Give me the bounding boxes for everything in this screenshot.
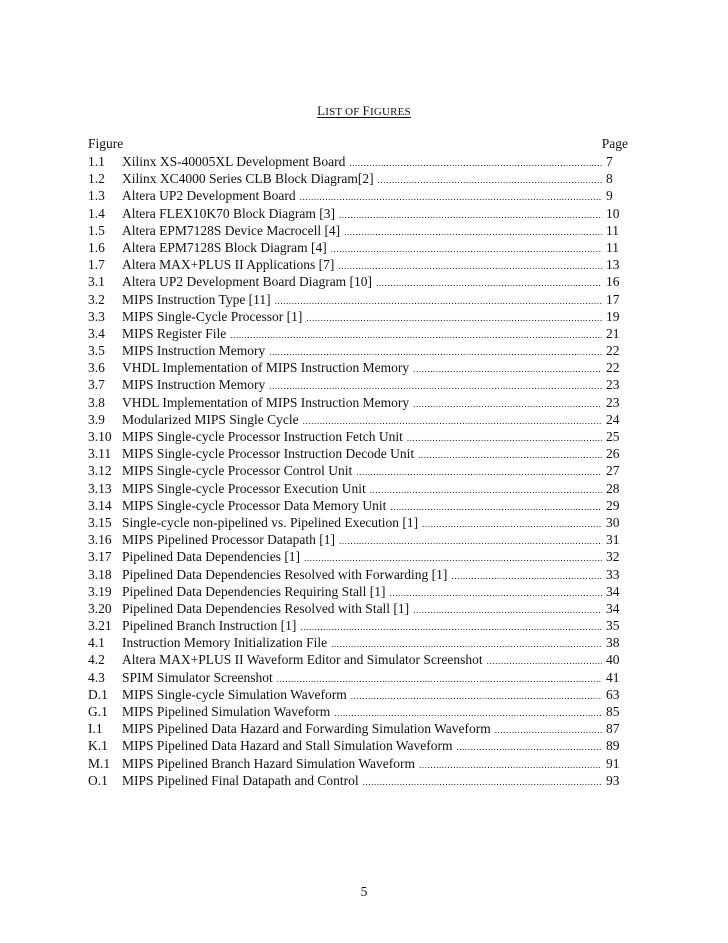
dot-leader — [300, 619, 602, 636]
figure-entry — [88, 239, 628, 256]
dot-leader — [339, 207, 602, 224]
title-rest-1: IST OF — [325, 106, 363, 118]
figure-number: 1.7 — [88, 257, 105, 273]
figure-title: VHDL Implementation of MIPS Instruction Memory — [122, 360, 410, 376]
figure-title: Pipelined Data Dependencies Requiring Stall [1] — [122, 583, 386, 599]
figure-entry — [88, 480, 628, 497]
figure-number: 3.5 — [88, 343, 105, 359]
figure-number: D.1 — [88, 686, 108, 702]
figure-title: MIPS Pipelined Data Hazard and Forwarding Simulation Waveform — [122, 721, 491, 737]
figure-page: 30 — [606, 514, 620, 530]
figure-page: 40 — [606, 652, 620, 668]
figure-title: Xilinx XC4000 Series CLB Block Diagram[2] — [122, 171, 374, 187]
figure-title: Pipelined Branch Instruction [1] — [122, 618, 297, 634]
figure-entry — [88, 531, 628, 548]
figure-entry — [88, 669, 628, 686]
figure-entry — [88, 325, 628, 342]
figure-entry — [88, 308, 628, 325]
page-title — [0, 103, 728, 119]
figure-page: 19 — [606, 308, 620, 324]
figure-title: Altera EPM7128S Block Diagram [4] — [122, 239, 327, 255]
dot-leader — [275, 293, 602, 310]
figure-entry — [88, 359, 628, 376]
figure-entry — [88, 153, 628, 170]
figure-page: 7 — [606, 154, 613, 169]
figure-number: 3.9 — [88, 411, 105, 427]
figure-page: 31 — [606, 532, 620, 548]
dot-leader — [356, 464, 602, 481]
page-number: 5 — [360, 884, 368, 899]
figure-page: 21 — [606, 325, 620, 341]
figure-title: MIPS Pipelined Simulation Waveform — [122, 704, 331, 719]
figure-entry — [88, 583, 628, 600]
figure-entry — [88, 755, 628, 772]
figure-title: Pipelined Data Dependencies [1] — [122, 549, 301, 565]
figure-number: 4.3 — [88, 669, 105, 685]
figure-number: O.1 — [88, 772, 108, 788]
dot-leader — [230, 327, 602, 344]
figure-entry — [88, 634, 628, 651]
figure-title: MIPS Pipelined Final Datapath and Control — [122, 772, 359, 788]
figure-page: 11 — [606, 222, 619, 238]
figure-entry — [88, 187, 628, 204]
figure-entry — [88, 737, 628, 754]
figure-page: 27 — [606, 463, 620, 479]
dot-leader — [390, 585, 602, 602]
dot-leader — [344, 224, 602, 241]
figure-number: 3.10 — [88, 429, 112, 444]
figure-number: 3.15 — [88, 514, 112, 530]
figure-number: 3.2 — [88, 291, 105, 307]
figure-entry — [88, 514, 628, 531]
figure-entry — [88, 256, 628, 273]
figure-number: 3.21 — [88, 618, 112, 634]
figure-page: 91 — [606, 755, 620, 771]
figure-entry — [88, 651, 628, 668]
figure-title: MIPS Single-cycle Processor Instruction Fetch Unit — [122, 429, 403, 444]
figure-title: MIPS Single-cycle Processor Execution Unit — [122, 480, 366, 496]
dot-leader — [495, 722, 602, 739]
figure-title: MIPS Single-cycle Processor Control Unit — [122, 463, 353, 479]
figure-page: 85 — [606, 704, 620, 719]
dot-leader — [376, 275, 602, 292]
figure-entry — [88, 411, 628, 428]
figure-number: 3.20 — [88, 600, 112, 616]
title-initial-l: L — [317, 103, 326, 118]
dot-leader — [339, 533, 602, 550]
figure-entry — [88, 376, 628, 393]
figure-title: SPIM Simulator Screenshot — [122, 669, 273, 685]
figure-page: 29 — [606, 497, 620, 513]
figure-entry — [88, 566, 628, 583]
figure-title: Altera FLEX10K70 Block Diagram [3] — [122, 205, 335, 221]
figure-number: 3.17 — [88, 549, 112, 565]
title-rest-2: IGURES — [369, 106, 411, 118]
figure-title: MIPS Pipelined Data Hazard and Stall Simulation Waveform — [122, 738, 453, 754]
figure-number: 3.14 — [88, 497, 112, 513]
figure-title: MIPS Register File — [122, 325, 227, 341]
title-initial-f: F — [362, 103, 370, 118]
figure-entry — [88, 720, 628, 737]
figure-page: 89 — [606, 738, 620, 754]
figure-page: 24 — [606, 411, 620, 427]
figure-title: MIPS Single-cycle Processor Data Memory Unit — [122, 497, 387, 513]
dot-leader — [407, 430, 602, 447]
figure-title: Altera MAX+PLUS II Applications [7] — [122, 257, 335, 273]
figure-title: Altera UP2 Development Board — [122, 188, 296, 204]
figure-number: 3.6 — [88, 360, 105, 376]
figure-page: 26 — [606, 446, 620, 462]
figure-entry — [88, 445, 628, 462]
figure-entry — [88, 222, 628, 239]
figure-number: 3.8 — [88, 394, 105, 410]
figure-page: 34 — [606, 600, 620, 616]
figure-title: Single-cycle non-pipelined vs. Pipelined Execution [1] — [122, 514, 419, 530]
figure-number: 4.2 — [88, 652, 105, 668]
figure-entry — [88, 428, 628, 445]
figure-number: 3.13 — [88, 480, 112, 496]
figure-number: G.1 — [88, 704, 108, 719]
figure-entry — [88, 170, 628, 187]
figure-title: MIPS Instruction Memory — [122, 377, 266, 393]
list-header — [88, 136, 628, 154]
figure-number: 1.4 — [88, 205, 105, 221]
dot-leader — [351, 688, 602, 705]
figure-page: 23 — [606, 377, 620, 393]
figure-number: 3.4 — [88, 325, 105, 341]
figure-entry — [88, 617, 628, 634]
figure-title: VHDL Implementation of MIPS Instruction Memory — [122, 394, 410, 410]
figure-title: Altera EPM7128S Device Macrocell [4] — [122, 222, 341, 238]
figure-page: 17 — [606, 291, 620, 307]
dot-leader — [451, 568, 602, 585]
figure-number: 3.7 — [88, 377, 105, 393]
figure-number: 3.16 — [88, 532, 112, 548]
figure-page: 41 — [606, 669, 620, 685]
figure-title: MIPS Single-Cycle Processor [1] — [122, 308, 303, 324]
dot-leader — [338, 258, 602, 275]
figure-page: 13 — [606, 257, 620, 273]
figure-number: K.1 — [88, 738, 108, 754]
figure-title: Xilinx XS-40005XL Development Board — [122, 154, 346, 169]
figure-page: 32 — [606, 549, 620, 565]
figure-page: 16 — [606, 274, 620, 290]
figure-page: 22 — [606, 360, 620, 376]
figure-number: 3.11 — [88, 446, 112, 462]
figure-list — [88, 153, 628, 789]
figure-number: 3.3 — [88, 308, 105, 324]
figure-number: M.1 — [88, 755, 111, 771]
figure-title: MIPS Instruction Type [11] — [122, 291, 271, 307]
figure-title: Altera MAX+PLUS II Waveform Editor and Simulator Screenshot — [122, 652, 483, 668]
dot-leader — [413, 361, 602, 378]
figure-entry — [88, 291, 628, 308]
figure-column-header: Figure — [88, 136, 124, 151]
figure-title: MIPS Pipelined Branch Hazard Simulation Waveform — [122, 755, 415, 771]
figure-number: 1.3 — [88, 188, 105, 204]
figure-page: 11 — [606, 239, 619, 255]
figure-number: 4.1 — [88, 635, 105, 651]
figure-number: I.1 — [88, 721, 103, 737]
figure-page: 87 — [606, 721, 620, 737]
figure-entry — [88, 548, 628, 565]
figure-title: Altera UP2 Development Board Diagram [10] — [122, 274, 373, 290]
figure-title: MIPS Pipelined Processor Datapath [1] — [122, 532, 335, 548]
figure-entry — [88, 394, 628, 411]
figure-title: MIPS Instruction Memory — [122, 343, 266, 359]
figure-number: 3.19 — [88, 583, 112, 599]
dot-leader — [363, 774, 602, 791]
dot-leader — [413, 602, 602, 619]
figure-entry — [88, 772, 628, 789]
figure-page: 33 — [606, 566, 620, 582]
dot-leader — [422, 516, 602, 533]
figure-page: 35 — [606, 618, 620, 634]
dot-leader — [419, 757, 602, 774]
figure-page: 28 — [606, 480, 620, 496]
dot-leader — [349, 155, 602, 172]
figure-number: 1.2 — [88, 171, 105, 187]
figure-title: Pipelined Data Dependencies Resolved with Forwarding [1] — [122, 566, 448, 582]
figure-page: 25 — [606, 429, 620, 444]
dot-leader — [306, 310, 602, 327]
figure-number: 1.5 — [88, 222, 105, 238]
figure-title: MIPS Single-cycle Simulation Waveform — [122, 686, 347, 702]
figure-entry — [88, 462, 628, 479]
figure-page: 34 — [606, 583, 620, 599]
figure-entry — [88, 273, 628, 290]
figure-page: 63 — [606, 686, 620, 702]
figure-number: 3.1 — [88, 274, 105, 290]
figure-number: 1.6 — [88, 239, 105, 255]
figure-entry — [88, 600, 628, 617]
figure-title: Pipelined Data Dependencies Resolved with Stall [1] — [122, 600, 410, 616]
dot-leader — [456, 739, 602, 756]
figure-page: 93 — [606, 772, 620, 788]
figure-page: 8 — [606, 171, 613, 187]
dot-leader — [418, 447, 602, 464]
figure-page: 22 — [606, 343, 620, 359]
dot-leader — [413, 396, 602, 413]
dot-leader — [331, 241, 602, 258]
figure-entry — [88, 497, 628, 514]
dot-leader — [300, 189, 602, 206]
dot-leader — [487, 653, 602, 670]
figure-number: 3.18 — [88, 566, 112, 582]
figure-page: 9 — [606, 188, 613, 204]
figure-page: 23 — [606, 394, 620, 410]
figure-page: 10 — [606, 205, 620, 221]
dot-leader — [378, 172, 602, 189]
dot-leader — [370, 482, 602, 499]
figure-title: Instruction Memory Initialization File — [122, 635, 328, 651]
figure-number: 1.1 — [88, 154, 105, 169]
figure-page: 38 — [606, 635, 620, 651]
figure-entry — [88, 205, 628, 222]
figure-title: Modularized MIPS Single Cycle — [122, 411, 299, 427]
figure-title: MIPS Single-cycle Processor Instruction Decode Unit — [122, 446, 415, 462]
dot-leader — [390, 499, 602, 516]
figure-entry — [88, 703, 628, 720]
page-column-header: Page — [601, 136, 628, 151]
figure-number: 3.12 — [88, 463, 112, 479]
figure-entry — [88, 686, 628, 703]
figure-entry — [88, 342, 628, 359]
